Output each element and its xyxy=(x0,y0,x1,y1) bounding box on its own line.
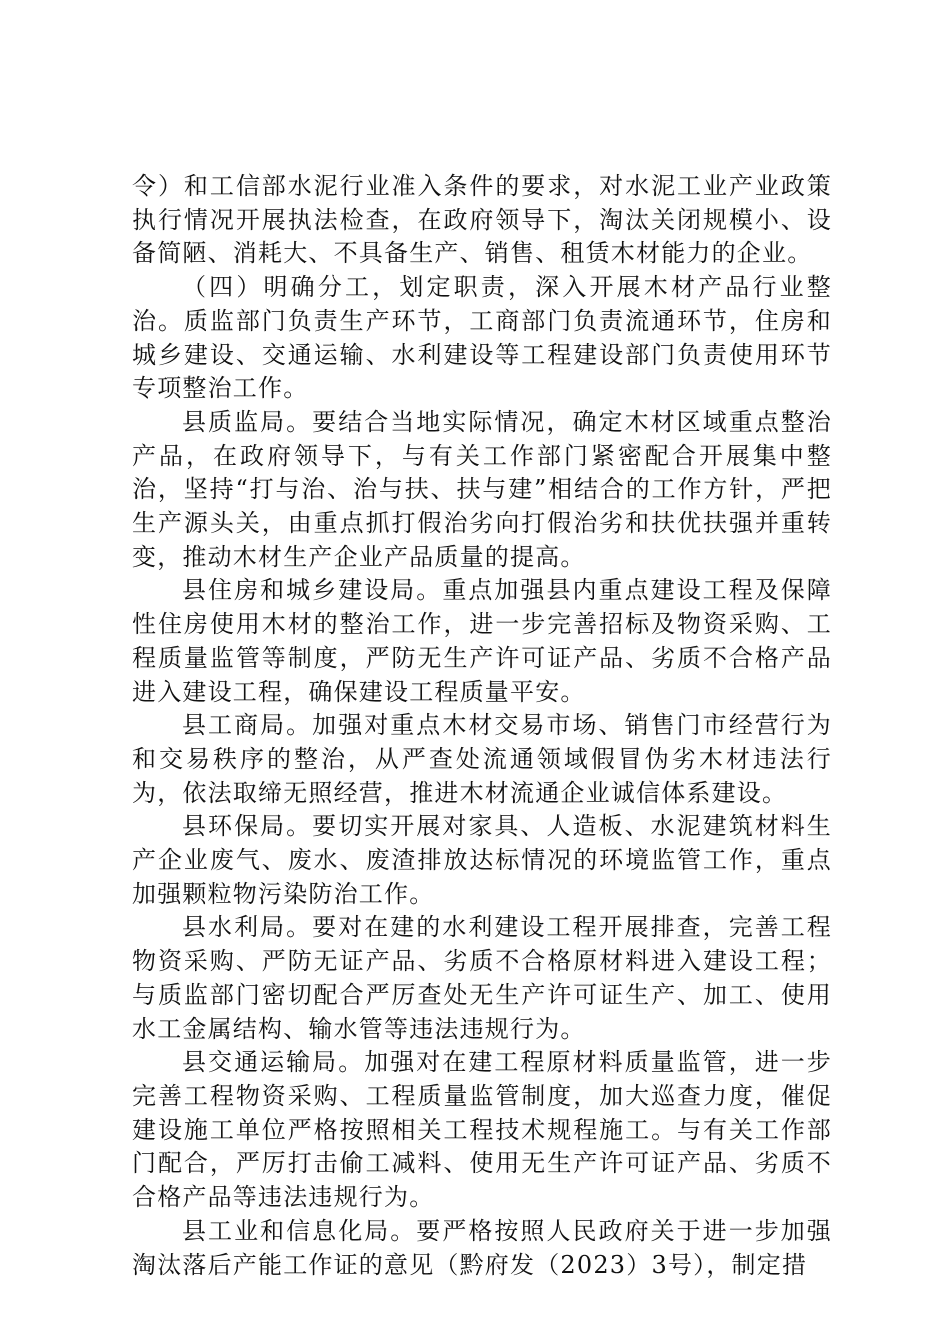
paragraph-environment-bureau: 县环保局。要切实开展对家具、人造板、水泥建筑材料生产企业废气、废水、废渣排放达标情况的环境监管工作，重点加强颗粒物污染防治工作。 xyxy=(132,812,832,908)
paragraph-quality-bureau: 县质监局。要结合当地实际情况，确定木材区域重点整治产品，在政府领导下，与有关工作部门紧密配合开展集中整治，坚持“打与治、治与扶、扶与建”相结合的工作方针，严把生产源头关，由重点抓打假治劣向打假治劣和扶优扶强并重转变，推动木材生产企业产品质量的提高。 xyxy=(132,407,832,571)
document-body xyxy=(132,170,832,1282)
paragraph-section-four: （四）明确分工，划定职责，深入开展木材产品行业整治。质监部门负责生产环节，工商部门负责流通环节，住房和城乡建设、交通运输、水利建设等工程建设部门负责使用环节专项整治工作。 xyxy=(132,273,832,403)
paragraph-commerce-bureau: 县工商局。加强对重点木材交易市场、销售门市经营行为和交易秩序的整治，从严查处流通领域假冒伪劣木材违法行为，依法取缔无照经营，推进木材流通企业诚信体系建设。 xyxy=(132,711,832,807)
paragraph-water-bureau: 县水利局。要对在建的水利建设工程开展排查，完善工程物资采购、严防无证产品、劣质不合格原材料进入建设工程；与质监部门密切配合严厉查处无生产许可证生产、加工、使用水工金属结构、输水管等违法违规行为。 xyxy=(132,913,832,1043)
paragraph-housing-bureau: 县住房和城乡建设局。重点加强县内重点建设工程及保障性住房使用木材的整治工作，进一步完善招标及物资采购、工程质量监管等制度，严防无生产许可证产品、劣质不合格产品进入建设工程，确保建设工程质量平安。 xyxy=(132,576,832,706)
paragraph-continuation: 令）和工信部水泥行业准入条件的要求，对水泥工业产业政策执行情况开展执法检查，在政府领导下，淘汰关闭规模小、设备简陋、消耗大、不具备生产、销售、租赁木材能力的企业。 xyxy=(132,172,832,268)
paragraph-industry-bureau: 县工业和信息化局。要严格按照人民政府关于进一步加强淘汰落后产能工作证的意见（黔府发（2023）3号），制定措 xyxy=(132,1216,832,1279)
paragraph-transport-bureau: 县交通运输局。加强对在建工程原材料质量监管，进一步完善工程物资采购、工程质量监管制度，加大巡查力度，催促建设施工单位严格按照相关工程技术规程施工。与有关工作部门配合，严厉打击偷工减料、使用无生产许可证产品、劣质不合格产品等违法违规行为。 xyxy=(132,1048,832,1212)
